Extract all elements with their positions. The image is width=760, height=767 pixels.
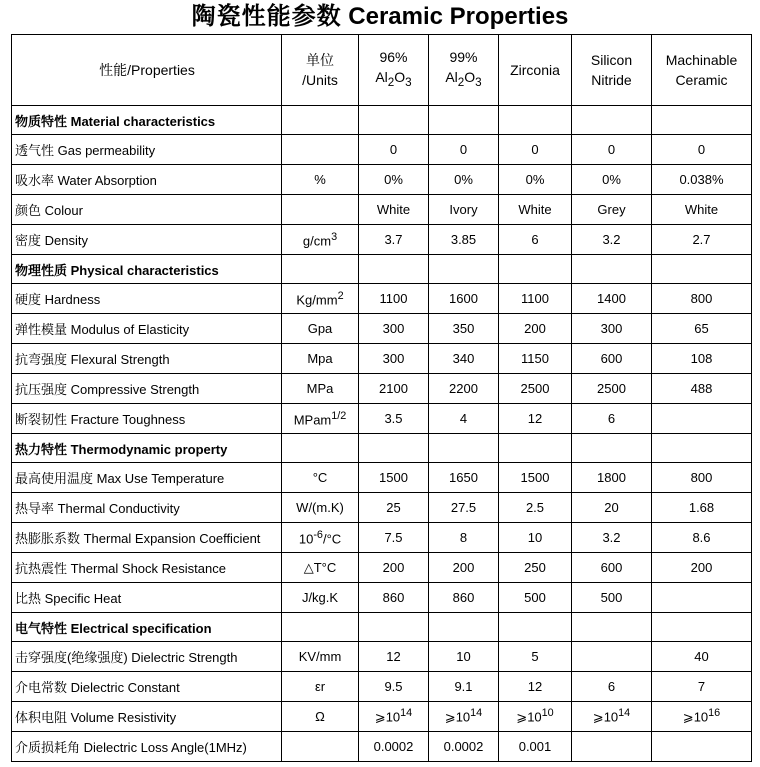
header-material-2: 99% $Al_2O_3$ [429,35,499,106]
value-cell: 0.0002 [359,732,429,762]
title-zh: 陶瓷性能参数 [191,1,342,30]
value-cell: 25 [359,493,429,523]
value-cell: 1100 [499,284,572,314]
section-label: 电气特性 Electrical specification [12,613,282,642]
value-cell: 20 [572,493,652,523]
empty-cell [429,434,499,463]
value-cell: 8.6 [652,523,752,553]
unit-cell [282,642,359,672]
value-cell: 500 [499,583,572,613]
value-superscript: 14 [470,707,483,720]
value-cell: White [499,195,572,225]
unit-text: Ω [315,709,325,724]
property-label: 抗热震性 Thermal Shock Resistance [12,553,282,583]
table-row [12,225,752,255]
table-row [12,284,752,314]
empty-cell [572,106,652,135]
value-cell: 0% [499,165,572,195]
value-cell [499,702,572,732]
empty-cell [572,613,652,642]
value-cell [429,702,499,732]
value-cell: 1650 [429,463,499,493]
unit-cell [282,314,359,344]
value-cell: 0.0002 [429,732,499,762]
value-cell: 1800 [572,463,652,493]
value-cell [572,732,652,762]
unit-cell [282,165,359,195]
value-cell [572,702,652,732]
property-label: 击穿强度(绝缘强度) Dielectric Strength [12,642,282,672]
table-row [12,642,752,672]
empty-cell [652,106,752,135]
value-cell: 6 [499,225,572,255]
empty-cell [359,434,429,463]
unit-superscript: -6 [313,528,323,541]
value-cell: 108 [652,344,752,374]
value-cell: 5 [499,642,572,672]
value-cell: 800 [652,284,752,314]
value-prefix: ⩾10 [374,709,401,725]
empty-cell [282,434,359,463]
empty-cell [572,434,652,463]
property-label: 密度 Density [12,225,282,255]
property-label: 比热 Specific Heat [12,583,282,613]
value-cell: 2500 [499,374,572,404]
value-prefix: ⩾10 [444,709,471,725]
unit-text: Mpa [307,351,333,366]
property-label: 弹性模量 Modulus of Elasticity [12,314,282,344]
value-cell [652,732,752,762]
value-cell: 1100 [359,284,429,314]
properties-table [11,34,752,762]
value-prefix: ⩾10 [516,709,542,725]
property-label: 热膨胀系数 Thermal Expansion Coefficient [12,523,282,553]
value-prefix: ⩾10 [592,709,619,725]
value-cell: 3.5 [359,404,429,434]
value-cell: 9.1 [429,672,499,702]
unit-cell [282,344,359,374]
value-cell: 200 [359,553,429,583]
value-cell: 6 [572,404,652,434]
value-cell: 1500 [359,463,429,493]
unit-prefix: 10 [298,531,314,547]
property-label: 抗压强度 Compressive Strength [12,374,282,404]
unit-text: MPa [306,381,334,396]
unit-cell [282,463,359,493]
value-cell: 600 [572,344,652,374]
value-cell: 7 [652,672,752,702]
value-cell: 250 [499,553,572,583]
unit-text: /°C [322,531,342,547]
property-label: 吸水率 Water Absorption [12,165,282,195]
value-cell: 1500 [499,463,572,493]
empty-cell [429,613,499,642]
empty-cell [499,255,572,284]
value-cell: 0 [359,135,429,165]
value-cell: 7.5 [359,523,429,553]
unit-text: W/(m.K) [296,500,344,515]
unit-cell [282,672,359,702]
table-row [12,195,752,225]
value-cell: 860 [429,583,499,613]
unit-text: KV/mm [298,649,342,664]
value-cell: 9.5 [359,672,429,702]
value-cell: 2.5 [499,493,572,523]
unit-text: Kg/mm [296,292,338,308]
value-cell: 340 [429,344,499,374]
value-cell: 0.038% [652,165,752,195]
table-row [12,135,752,165]
value-cell [652,404,752,434]
empty-cell [499,106,572,135]
property-label: 透气性 Gas permeability [12,135,282,165]
unit-cell [282,583,359,613]
unit-cell [282,523,359,553]
empty-cell [282,106,359,135]
empty-cell [652,255,752,284]
property-label: 最高使用温度 Max Use Temperature [12,463,282,493]
section-label: 热力特性 Thermodynamic property [12,434,282,463]
unit-text: MPam [293,412,332,428]
page-title [0,0,760,34]
value-cell: 4 [429,404,499,434]
value-cell: 500 [572,583,652,613]
value-prefix: ⩾10 [682,709,709,725]
value-cell: 40 [652,642,752,672]
value-cell: 3.85 [429,225,499,255]
property-label: 热导率 Thermal Conductivity [12,493,282,523]
value-cell: 3.7 [359,225,429,255]
value-cell: 0 [429,135,499,165]
unit-superscript: 2 [337,289,344,302]
unit-text: % [314,172,326,187]
header-row [12,35,752,106]
value-cell: 200 [429,553,499,583]
value-cell: 300 [359,314,429,344]
table-row [12,404,752,434]
empty-cell [282,255,359,284]
value-cell: 2500 [572,374,652,404]
value-cell: 12 [499,672,572,702]
empty-cell [359,255,429,284]
section-row [12,613,752,642]
property-label: 颜色 Colour [12,195,282,225]
value-cell: 860 [359,583,429,613]
empty-cell [499,434,572,463]
property-label: 介电常数 Dielectric Constant [12,672,282,702]
value-cell: 1.68 [652,493,752,523]
table-row [12,344,752,374]
property-label: 介质损耗角 Dielectric Loss Angle(1MHz) [12,732,282,762]
unit-text: g/cm [302,233,332,249]
value-cell: 800 [652,463,752,493]
value-cell [572,642,652,672]
value-cell: White [359,195,429,225]
value-cell: 0 [572,135,652,165]
table-row [12,463,752,493]
table-row [12,374,752,404]
value-cell: 0% [429,165,499,195]
value-cell: 200 [499,314,572,344]
value-cell: 6 [572,672,652,702]
value-cell: 300 [359,344,429,374]
value-cell: 27.5 [429,493,499,523]
unit-cell [282,195,359,225]
value-cell: 2100 [359,374,429,404]
value-cell: 0.001 [499,732,572,762]
title-en: Ceramic Properties [348,3,569,30]
value-cell: 488 [652,374,752,404]
header-units: 单位 /Units [282,35,359,106]
table-body [12,35,752,762]
header-material-3: Zirconia [499,35,572,106]
property-label: 体积电阻 Volume Resistivity [12,702,282,732]
empty-cell [572,255,652,284]
header-property: 性能/Properties [12,35,282,106]
value-cell: 12 [359,642,429,672]
value-cell: 0 [499,135,572,165]
unit-text: △T°C [303,559,337,575]
table-row [12,583,752,613]
empty-cell [652,434,752,463]
table-row [12,493,752,523]
value-cell: 3.2 [572,523,652,553]
table-row [12,553,752,583]
value-cell: 0 [652,135,752,165]
value-cell [652,702,752,732]
empty-cell [429,255,499,284]
section-row [12,255,752,284]
table-row [12,672,752,702]
unit-cell [282,732,359,762]
header-material-5: Machinable Ceramic [652,35,752,106]
unit-text: °C [312,470,328,485]
value-cell: 10 [499,523,572,553]
value-cell: White [652,195,752,225]
unit-superscript: 1/2 [331,409,347,422]
unit-cell [282,284,359,314]
value-cell: 2.7 [652,225,752,255]
value-cell: 65 [652,314,752,344]
empty-cell [359,613,429,642]
value-cell [359,702,429,732]
value-cell: Grey [572,195,652,225]
value-cell: 1400 [572,284,652,314]
table-row [12,165,752,195]
table-row [12,523,752,553]
value-superscript: 10 [541,707,554,720]
empty-cell [499,613,572,642]
value-cell: 0% [572,165,652,195]
value-cell: 350 [429,314,499,344]
unit-cell [282,702,359,732]
property-label: 硬度 Hardness [12,284,282,314]
unit-text: J/kg.K [301,590,339,605]
value-cell: 3.2 [572,225,652,255]
unit-cell [282,553,359,583]
value-superscript: 16 [708,707,721,720]
property-label: 抗弯强度 Flexural Strength [12,344,282,374]
empty-cell [282,613,359,642]
unit-superscript: 3 [331,230,338,243]
unit-cell [282,404,359,434]
value-cell: 1600 [429,284,499,314]
value-cell: 0% [359,165,429,195]
header-material-1: 96% $Al_2O_3$ [359,35,429,106]
unit-cell [282,225,359,255]
value-cell [652,583,752,613]
value-cell: 2200 [429,374,499,404]
table-row [12,732,752,762]
value-superscript: 14 [618,707,631,720]
empty-cell [359,106,429,135]
value-cell: 200 [652,553,752,583]
header-material-4: Silicon Nitride [572,35,652,106]
table-row [12,702,752,732]
section-row [12,434,752,463]
value-cell: 300 [572,314,652,344]
empty-cell [429,106,499,135]
unit-cell [282,493,359,523]
value-cell: 12 [499,404,572,434]
section-label: 物理性质 Physical characteristics [12,255,282,284]
value-superscript: 14 [400,707,413,720]
unit-cell [282,135,359,165]
section-row [12,106,752,135]
value-cell: 1150 [499,344,572,374]
value-cell: 600 [572,553,652,583]
value-cell: 8 [429,523,499,553]
value-cell: 10 [429,642,499,672]
property-label: 断裂韧性 Fracture Toughness [12,404,282,434]
empty-cell [652,613,752,642]
unit-text: εr [314,679,326,694]
value-cell: Ivory [429,195,499,225]
table-row [12,314,752,344]
section-label: 物质特性 Material characteristics [12,106,282,135]
unit-text: Gpa [307,321,333,336]
unit-cell [282,374,359,404]
